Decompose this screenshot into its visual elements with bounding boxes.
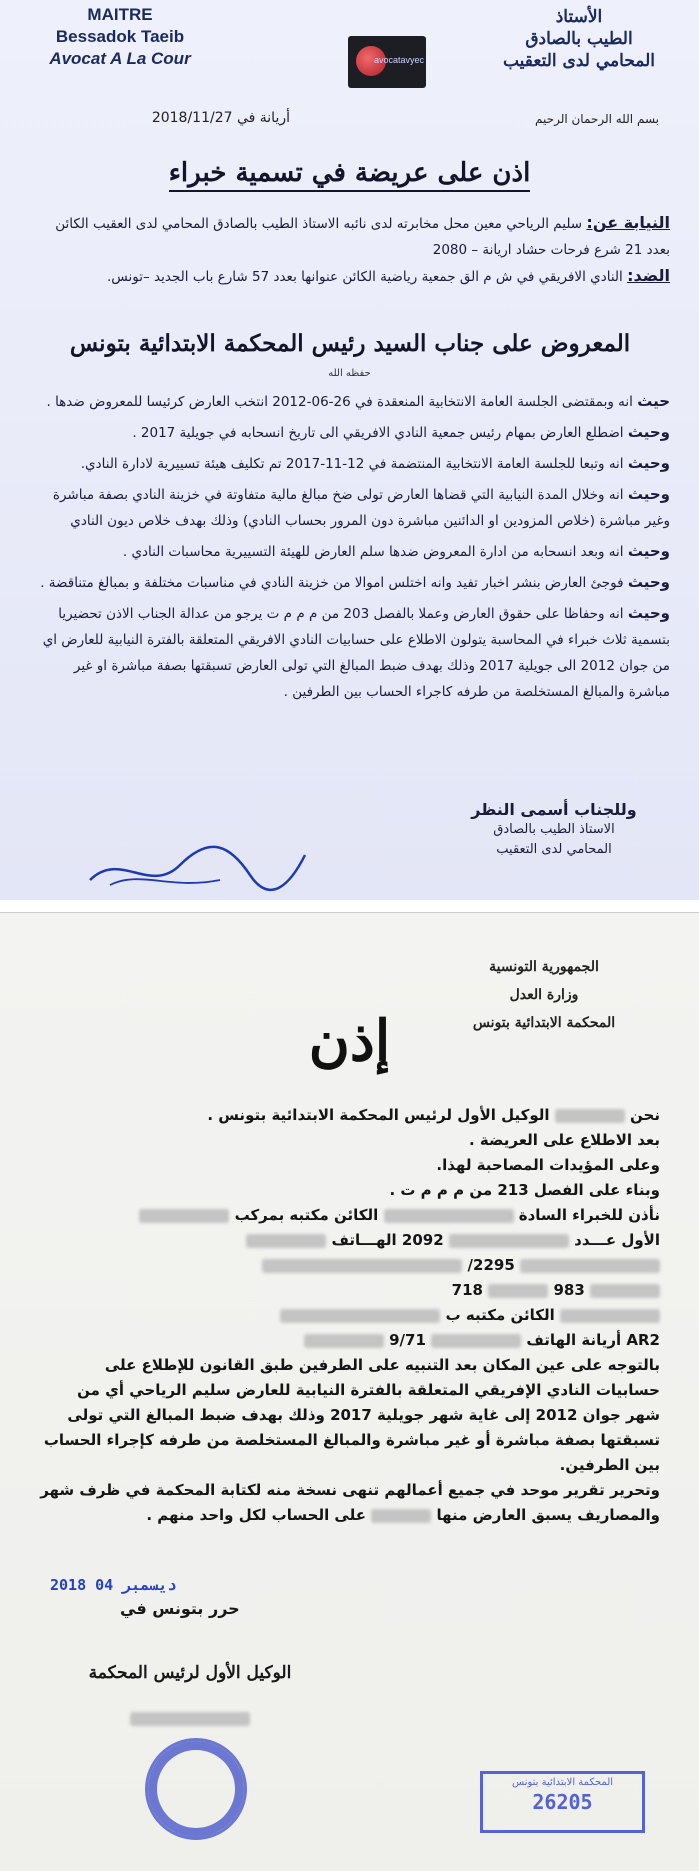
paragraph (30, 419, 670, 446)
redacted-address (139, 1209, 229, 1223)
paragraph-key: وحيث (627, 542, 670, 560)
page-title (0, 158, 699, 188)
order-text: 9/71 (389, 1331, 426, 1349)
redacted-text (590, 1284, 660, 1298)
paragraph (30, 538, 670, 565)
letterhead-ar-name: الطيب بالصادق (525, 29, 633, 49)
order-text: 718 (451, 1281, 483, 1299)
redacted-name (560, 1309, 660, 1323)
order-line (40, 1303, 660, 1328)
parties-block (30, 210, 670, 290)
court-registration-stamp (480, 1771, 645, 1833)
court-name: المحكمة الابتدائية بتونس (472, 1015, 616, 1031)
order-text: وتحرير تقرير موحد في جميع أعمالهم تنهى نسخة منه لكتابة المحكمة في ظرف شهر والمصاريف يسبق العارض منها (40, 1481, 660, 1524)
paragraph-key: وحيث (627, 423, 670, 441)
ministry-name: وزارة العدل (509, 987, 579, 1003)
redacted-amount (371, 1509, 431, 1523)
order-line: وبناء على الفصل 213 من م م م ت . (389, 1181, 660, 1199)
court-signatory: الوكيل الأول لرئيس المحكمة (88, 1663, 292, 1683)
addressed-to: المعروض على جناب السيد رئيس المحكمة الابتدائية بتونس (69, 330, 631, 357)
order-text: على الحساب لكل واحد منهم . (146, 1506, 366, 1524)
order-line (40, 1103, 660, 1128)
paragraph-key: وحيث (627, 573, 670, 591)
signatory-name: الاستاذ الطيب بالصادق (493, 822, 615, 837)
paragraph-key: حيث (637, 392, 670, 410)
body-paragraphs (30, 388, 670, 705)
handwritten-signature-icon (80, 840, 310, 895)
order-line: بالتوجه على عين المكان بعد التنبيه على الطرفين طبق القانون للإطلاع على حسابيات النادي الإفريقي المتعلقة بالفترة النيابية للعارض سليم الرياحي أي من شهر جوان 2012 إلى غاية شهر جويلية 2017 وذلك بهدف ضبط المبالغ التي تولى تسبقتها بصفة مباشرة أو غير مباشرة والمبالغ المستخلصة من طرفه كإجراء الحساب بين الطرفين. (43, 1356, 660, 1474)
redacted-text (262, 1259, 462, 1273)
order-line: وعلى المؤيدات المصاحبة لهذا. (436, 1156, 660, 1174)
redacted-signature (130, 1708, 250, 1722)
order-line (40, 1253, 660, 1278)
order-title: إذن (308, 1008, 391, 1074)
didd-label: الضد: (627, 266, 670, 285)
order-line (40, 1278, 660, 1303)
paragraph (30, 450, 670, 477)
redacted-text (488, 1284, 548, 1298)
order-line (40, 1228, 660, 1253)
order-text: نحن (630, 1106, 660, 1124)
republic-name: الجمهورية التونسية (489, 959, 599, 975)
stamp-title: المحكمة الابتدائية بتونس (511, 1777, 614, 1788)
paragraph-key: وحيث (627, 454, 670, 472)
didd-line (30, 263, 670, 290)
signature-block (439, 800, 669, 860)
order-text: AR2 أريانة الهاتف (526, 1331, 660, 1349)
paragraph (30, 481, 670, 534)
order-line (40, 1328, 660, 1353)
order-line (40, 1478, 660, 1528)
court-order-page (0, 912, 699, 1871)
letterhead-title: MAITRE (87, 5, 153, 24)
niyaba-text: سليم الرياحي معين محل مخابرته لدى نائبه الاستاذ الطيب بالصادق المحامي لدى العقيب الكائن بعدد 21 شرع فرحات حشاد اريانة – 2080 (55, 216, 670, 258)
paragraph-text: انه وبعد انسحابه من ادارة المعروض ضدها سلم العارض للهيئة التسييرية محاسبات النادي . (122, 544, 624, 560)
paragraph-text: انه وبمقتضى الجلسة العامة الانتخابية المنعقدة في 26-06-2012 انتخب العارض كرئيسا للمعروض ضدها . (46, 394, 633, 410)
paragraph-text: فوجئ العارض بنشر اخبار تفيد وانه اختلس اموالا من خزينة النادي في مناسبات مختلفة و بمبالغ متناقضة . (40, 575, 624, 591)
order-line: بعد الاطلاع على العريضة . (468, 1131, 660, 1149)
order-text: الأول عـــدد (574, 1231, 660, 1249)
law-office-logo (348, 36, 426, 88)
order-text: الكائن مكتبه بمركب (234, 1206, 379, 1224)
letterhead-ar-role: المحامي لدى التعقيب (502, 51, 656, 71)
didd-text: النادي الافريقي في ش م الق جمعية رياضية الكائن عنوانها بعدد 57 شارع باب الجديد –تونس. (106, 269, 623, 285)
letter-page (0, 0, 699, 900)
page-title-text: اذن على عريضة في تسمية خبراء (169, 158, 531, 192)
redacted-name (555, 1109, 625, 1123)
hafidh-note: حفظه الله (328, 368, 371, 379)
date-line: أريانة في 2018/11/27 (151, 110, 290, 126)
niyaba-line (30, 210, 670, 263)
letterhead-name: Bessadok Taeib (55, 27, 185, 46)
date-stamp: 2018 ديسمبر 04 (50, 1576, 177, 1594)
signatory-role: المحامي لدى التعقيب (496, 842, 612, 857)
order-text: 983 (553, 1281, 585, 1299)
paragraph (30, 569, 670, 596)
closing-line: وللجناب أسمى النظر (471, 800, 637, 819)
redacted-phone (246, 1234, 326, 1248)
paragraph-text: انه وخلال المدة النيابية التي قضاها العارض تولى ضخ مبالغ مالية متفاوتة في خزينة النادي بصفة مباشرة وغير مباشرة (خلاص المزودين او الدائنين مباشرة دون المرور بحساب النادي) وذلك بهدف خلاص ديون النادي (52, 487, 670, 529)
paragraph (30, 388, 670, 415)
letterhead-latin (20, 4, 220, 70)
order-line (40, 1203, 660, 1228)
basmala: بسم الله الرحمان الرحيم (535, 112, 659, 126)
redacted-phone (431, 1334, 521, 1348)
paragraph-text: انه وحفاظا على حقوق العارض وعملا بالفصل 203 من م م م ت يرجو من عدالة الجناب الاذن تحضيريا بتسمية ثلاث خبراء في المحاسبة يتولون الاطلاع على حسابيات النادي الافريقي المتعلقة بالفترة النيابية للعارض اي من جوان 2012 الى جويلية 2017 وذلك بهدف ضبط المبالغ التي تولى العارض تسبقتها بصفة مباشرة او غير مباشرة والمبالغ المستخلصة من طرفه كاجراء الحساب بين الطرفين . (42, 606, 670, 700)
order-body (40, 1103, 660, 1528)
redacted-address (449, 1234, 569, 1248)
paragraph-text: اضطلع العارض بمهام رئيس جمعية النادي الافريقي الى تاريخ انسحابه في جويلية 2017 . (132, 425, 624, 441)
order-text: الوكيل الأول لرئيس المحكمة الابتدائية بتونس . (207, 1106, 550, 1124)
redacted-address (280, 1309, 440, 1323)
letterhead-ar-title: الأستاذ (555, 7, 603, 27)
order-text: نأذن للخبراء السادة (518, 1206, 660, 1224)
issued-at: حرر بتونس في (120, 1599, 240, 1618)
court-seal-icon (145, 1738, 247, 1840)
order-text: 2295/ (467, 1256, 515, 1274)
paragraph-key: وحيث (627, 604, 670, 622)
niyaba-label: النيابة عن: (586, 213, 670, 232)
letterhead-arabic (479, 6, 679, 72)
redacted-text (520, 1259, 660, 1273)
paragraph-key: وحيث (627, 485, 670, 503)
order-text: 2092 الهـــاتف (331, 1231, 444, 1249)
redacted-name (384, 1209, 514, 1223)
letterhead-role: Avocat A La Cour (49, 49, 191, 68)
redacted-address (304, 1334, 384, 1348)
logo-text: avocatavyec (374, 55, 425, 65)
paragraph (30, 600, 670, 705)
stamp-number: 26205 (532, 1790, 593, 1814)
paragraph-text: انه وتبعا للجلسة العامة الانتخابية المنتضمة في 12-11-2017 تم تكليف هيئة تسييرية لادارة النادي. (80, 456, 624, 472)
order-text: الكائن مكتبه ب (445, 1306, 555, 1324)
